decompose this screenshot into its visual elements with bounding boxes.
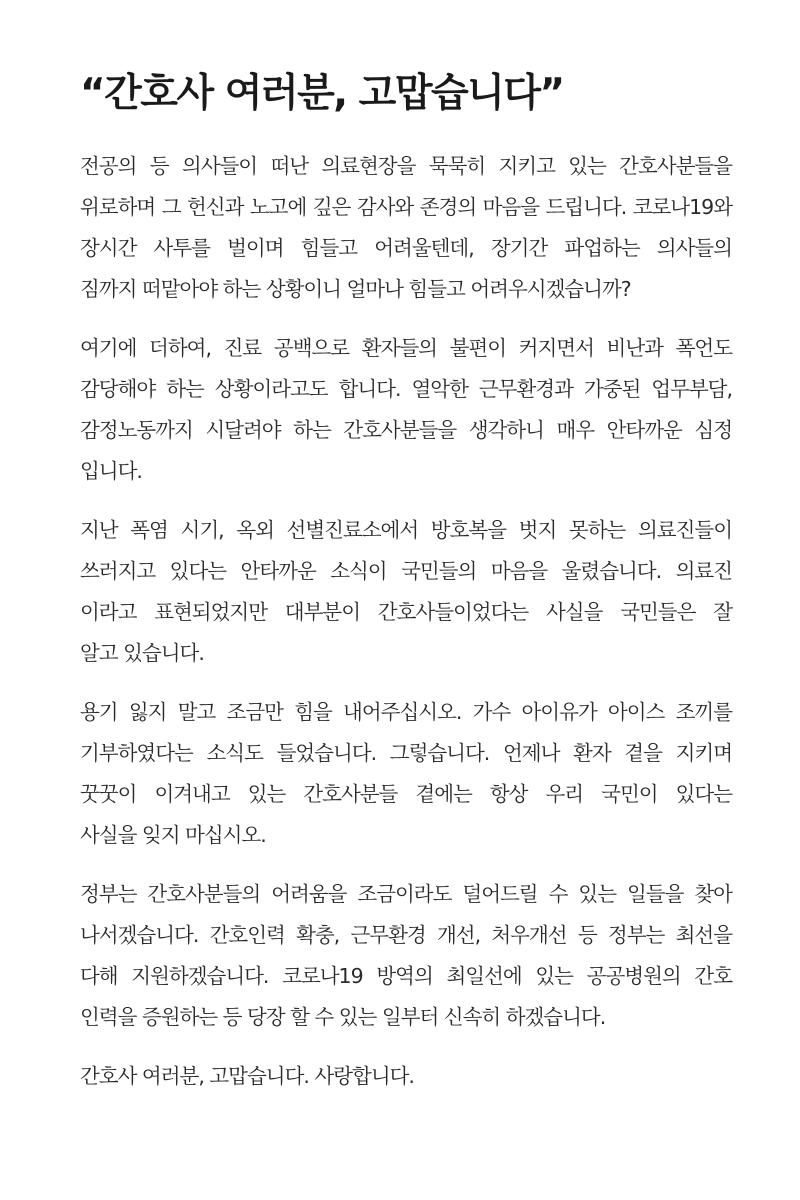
text-line: 기부하였다는 소식도 들었습니다. 그렇습니다. 언제나 환자 곁을 지키며: [80, 741, 732, 765]
text-line: 용기 잃지 말고 조금만 힘을 내어주십시오. 가수 아이유가 아이스 조끼를: [80, 700, 732, 724]
paragraph-1: [80, 146, 732, 310]
text-line: 다해 지원하겠습니다. 코로나19 방역의 최일선에 있는 공공병원의 간호: [80, 964, 732, 988]
text-line: 인력을 증원하는 등 당장 할 수 있는 일부터 신속히 하겠습니다.: [80, 1005, 606, 1029]
text-line: 여기에 더하여, 진료 공백으로 환자들의 불편이 커지면서 비난과 폭언도: [80, 336, 732, 360]
text-line: 지난 폭염 시기, 옥외 선별진료소에서 방호복을 벗지 못하는 의료진들이: [80, 518, 732, 542]
text-line: 위로하며 그 헌신과 노고에 깊은 감사와 존경의 마음을 드립니다. 코로나19와: [80, 195, 732, 219]
text-line: 전공의 등 의사들이 떠난 의료현장을 묵묵히 지키고 있는 간호사분들을: [80, 154, 732, 178]
text-line: 알고 있습니다.: [80, 641, 204, 665]
text-line: 장시간 사투를 벌이며 힘들고 어려울텐데, 장기간 파업하는 의사들의: [80, 236, 732, 260]
text-line: 정부는 간호사분들의 어려움을 조금이라도 덜어드릴 수 있는 일들을 찾아: [80, 882, 732, 906]
text-line: 간호사 여러분, 고맙습니다. 사랑합니다.: [80, 1064, 414, 1088]
text-line: 쓰러지고 있다는 안타까운 소식이 국민들의 마음을 울렸습니다. 의료진: [80, 559, 732, 583]
paragraph-3: [80, 510, 732, 674]
text-line: 꿋꿋이 이겨내고 있는 간호사분들 곁에는 항상 우리 국민이 있다는: [80, 782, 732, 806]
page-title: “간호사 여러분, 고맙습니다”: [80, 71, 564, 116]
paragraph-2: [80, 328, 732, 492]
closing-paragraph: [80, 1056, 732, 1097]
paragraph-5: [80, 874, 732, 1038]
text-line: 짐까지 떠맡아야 하는 상황이니 얼마나 힘들고 어려우시겠습니까?: [80, 277, 631, 301]
text-line: 나서겠습니다. 간호인력 확충, 근무환경 개선, 처우개선 등 정부는 최선을: [80, 923, 732, 947]
text-line: 감정노동까지 시달려야 하는 간호사분들을 생각하니 매우 안타까운 심정: [80, 418, 732, 442]
text-line: 감당해야 하는 상황이라고도 합니다. 열악한 근무환경과 가중된 업무부담,: [80, 377, 732, 401]
text-line: 입니다.: [80, 459, 142, 483]
text-line: 이라고 표현되었지만 대부분이 간호사들이었다는 사실을 국민들은 잘: [80, 600, 732, 624]
text-line: 사실을 잊지 마십시오.: [80, 823, 266, 847]
paragraph-4: [80, 692, 732, 856]
